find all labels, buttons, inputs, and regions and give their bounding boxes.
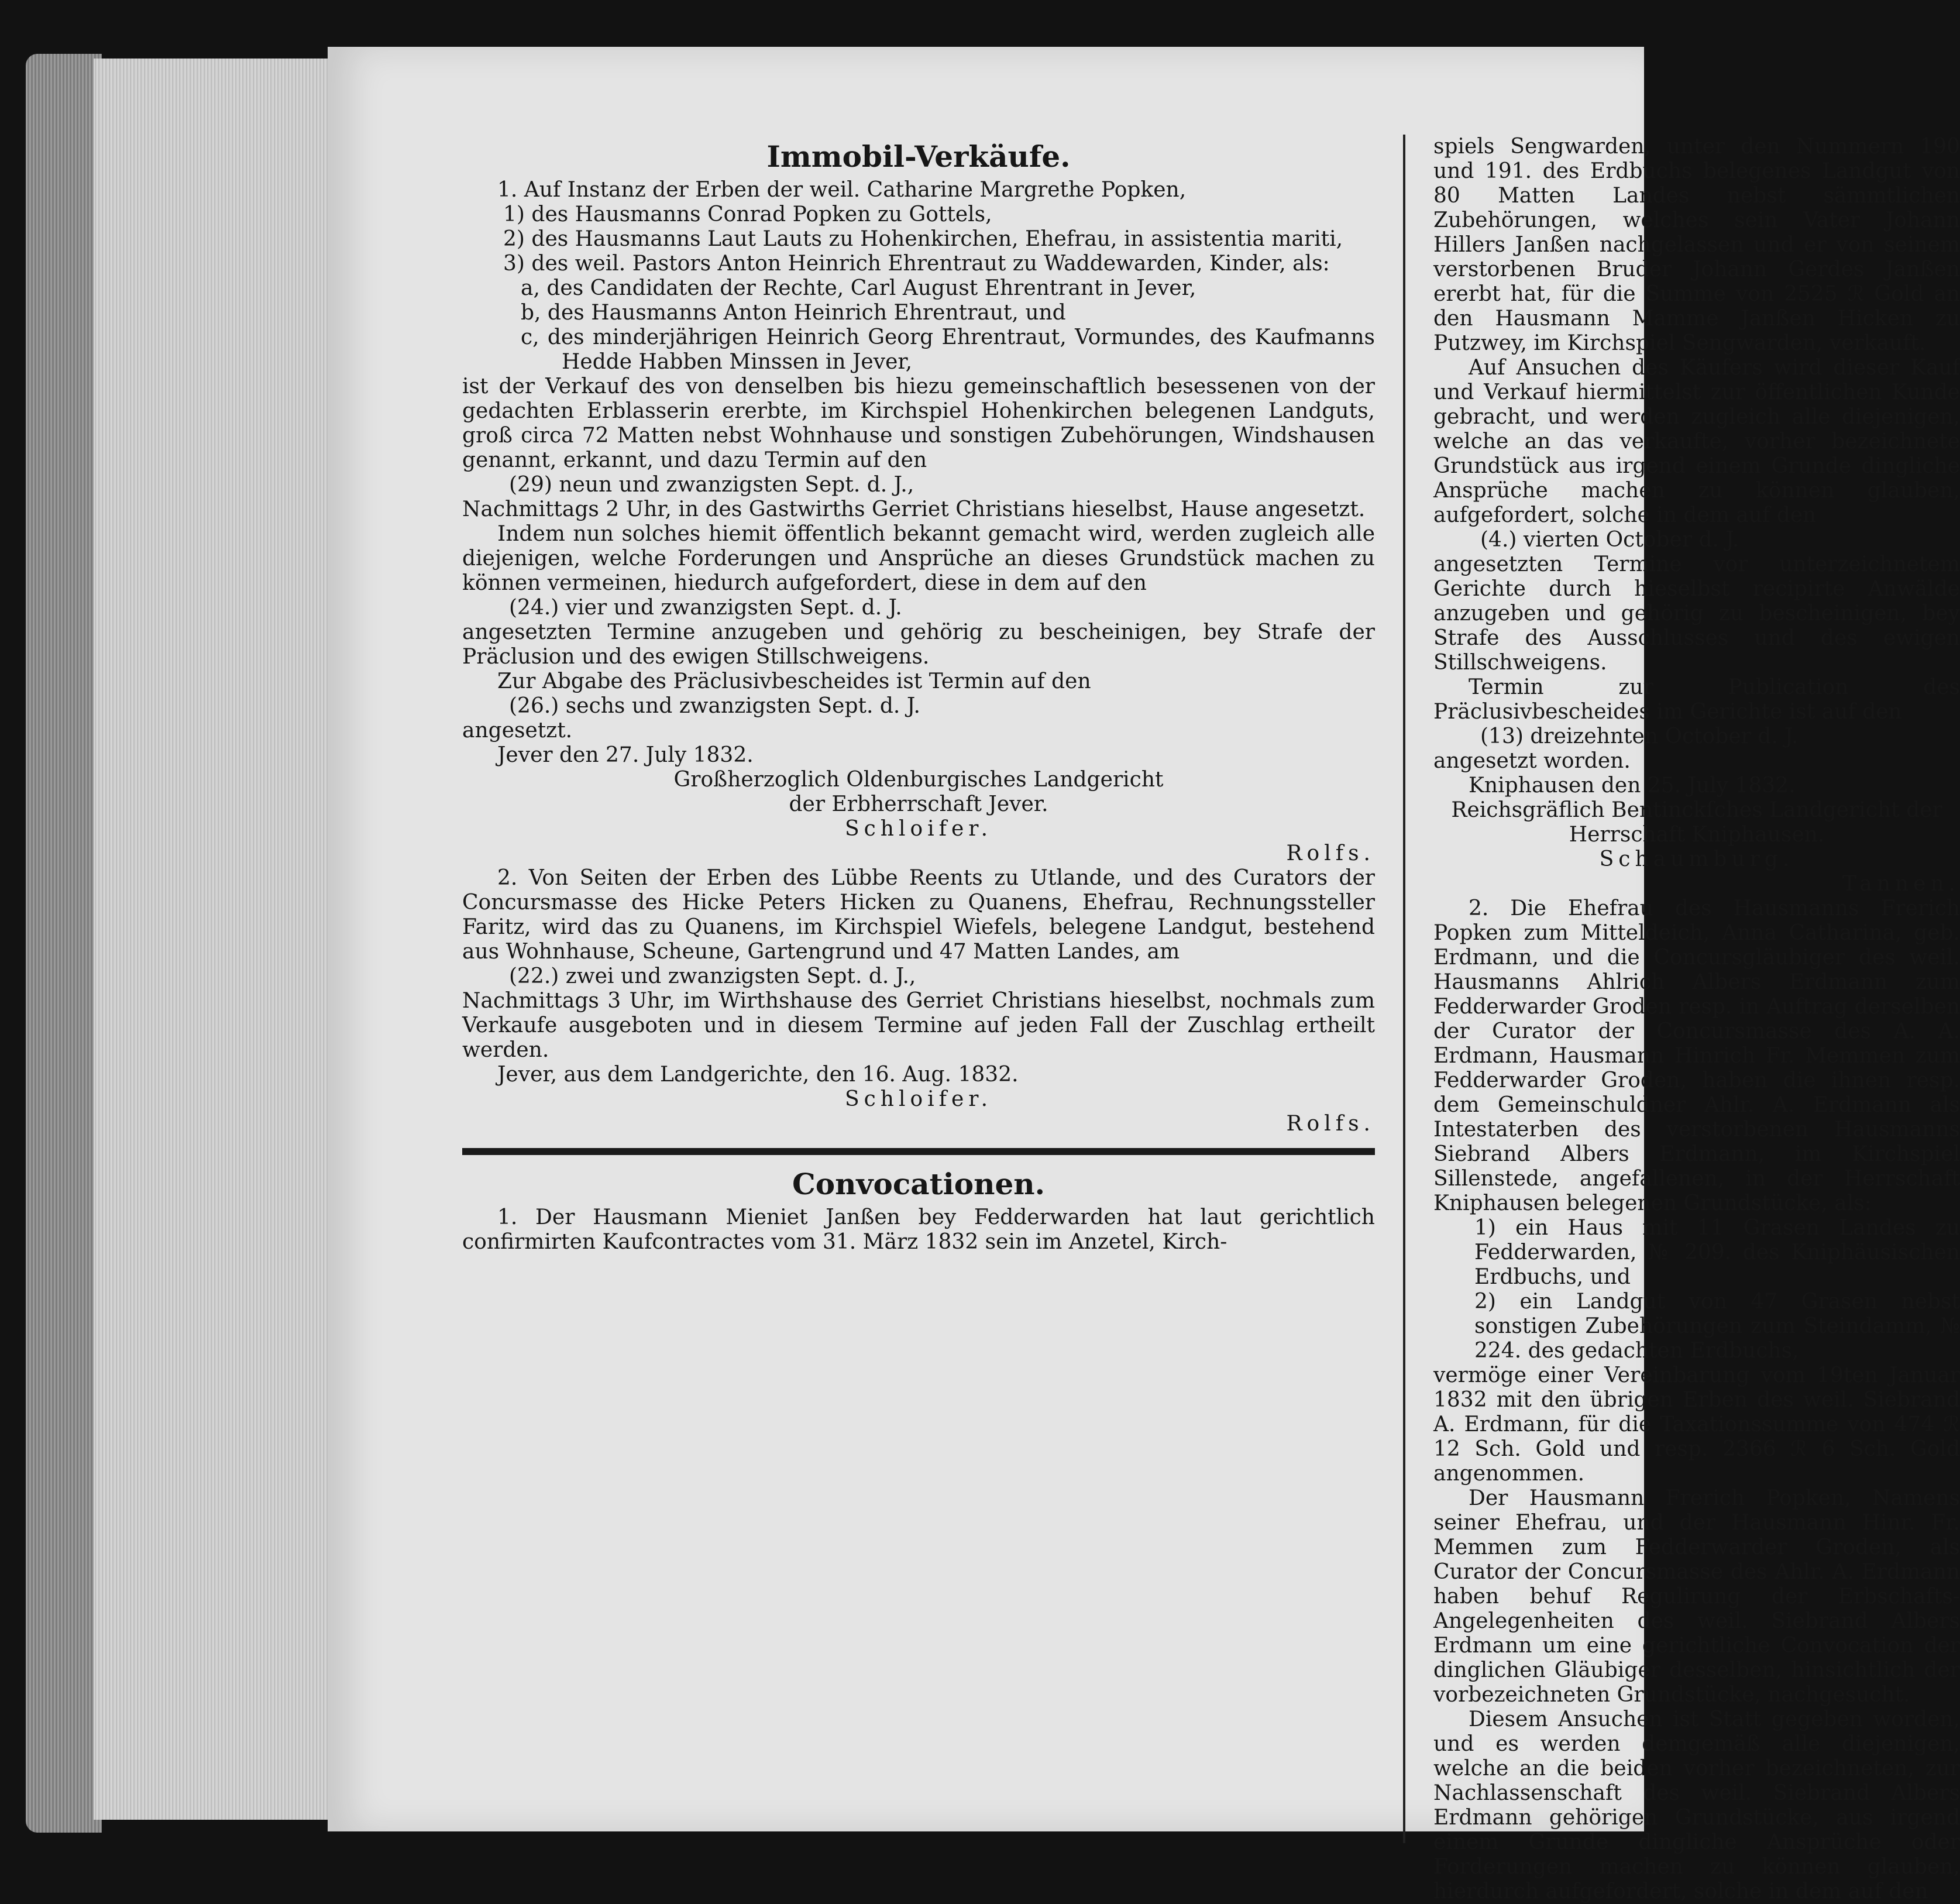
- entry-1-item: 1) des Hausmanns Conrad Popken zu Gottels,: [503, 202, 992, 226]
- entry-2-detail: Nachmittags 3 Uhr, im Wirthshause des Gerriet Christians hieselbst, nochmals zum Verkaufe ausgeboten und in diesem Termine auf jeden Fall der Zuschlag ertheilt werden.: [462, 989, 1375, 1062]
- section-heading-convocationen: Convocationen.: [792, 1167, 1046, 1201]
- signature: Schaumburg.: [1599, 847, 1794, 871]
- convocation-2-body: 2. Die Ehefrau des Hausmanns Frerich Popken zum Mitteldeich, Anna Catharina, geb. Erdmann, und die Concursgläubiger des weil. Hausmanns Ahlrich Albers Erdmann zum Fedderwarder Groden resp. in Auftrag derselben der Curator der Concursmasse des A. A. Erdmann, Hausmann Hinrich Fr. Memmen zum Fedderwarder Groden, haben die ihnen resp. dem Gemeinschuldner Ahlr. A. Erdmann als Intestaterben des verstorbenen Hausmanns Siebrand Albers Erdmann, im Kirchspiel Sillenstede, angefallenen, in der Herrschaft Kniphausen belegenen Grundstücke, als:: [1433, 896, 1960, 1215]
- entry-1-subitem: a, des Candidaten der Rechte, Carl August Ehrentrant in Jever,: [521, 276, 1196, 300]
- court-name: der Erbherrschaft Jever.: [789, 792, 1048, 816]
- convocation-2-body: Diesem Ansuchen ist Statt gegeben worden, und es werden demgemäß alle diejenigen, welche an die beiden vorher bezeichneten, zur Nachlassenschaft des weil. Siebrand Albers Erdmann gehörigen Grundstücke, aus irgend einem Grunde dingliche Ansprüche oder Forderungen machen zu können glauben, hierdurch aufgefordert, solche in dem auf den: [1433, 1707, 1960, 1903]
- entry-1-date-detail: angesetzten Termine anzugeben und gehörig zu bescheinigen, bey Strafe der Präclusion und des ewigen Stillschweigens.: [462, 620, 1375, 669]
- book-edge: [26, 54, 102, 1833]
- entry-1-subitem: b, des Hausmanns Anton Heinrich Ehrentraut, und: [521, 301, 1066, 325]
- entry-2-place-date: Jever, aus dem Landgerichte, den 16. Aug. 1832.: [497, 1063, 1019, 1087]
- court-name: Reichsgräflich Bentinckſches Landgericht der Herrschaft Kniphausen.: [1451, 798, 1942, 847]
- convocation-2-item: 2) ein Landgut von 47 Grasen nebst sonstigen Zubehörungen zum Steindamm, № 224. des gedachten Erdbuchs,: [1474, 1290, 1960, 1363]
- entry-2-date: (22.) zwei und zwanzigsten Sept. d. J.,: [509, 964, 916, 988]
- convocation-1-date: (13) dreizehnten October d. J.: [1480, 724, 1799, 748]
- entry-1-date: (24.) vier und zwanzigsten Sept. d. J.: [509, 596, 902, 620]
- signature: Schloifer.: [844, 817, 993, 841]
- entry-1-place-date: Jever den 27. July 1832.: [497, 743, 754, 767]
- signature: Rolfs.: [1286, 841, 1375, 865]
- convocation-1-notice: Auf Ansuchen des Käufers wird dieser Kauf und Verkauf hiermittelst zur öffentlichen Kunde gebracht, und werden zugleich alle diejenigen, welche an das verkaufte, vorher bezeichnete Grundstück aus irgend einem Grunde dingliche Ansprüche machen zu können glauben, aufgefordert, solche in dem auf den: [1433, 356, 1960, 527]
- entry-1-date: (26.) sechs und zwanzigsten Sept. d. J.: [509, 694, 920, 718]
- convocation-1-termin: Termin zur Publication des Präclusivbescheides im Gerichte ist auf den: [1433, 675, 1960, 724]
- signature: Schloifer.: [844, 1087, 993, 1111]
- entry-1-date-detail: angesetzt.: [462, 719, 573, 743]
- convocation-2-body: vermöge einer Vereinbarung vom 19ten Januar 1832 mit den übrigen Erben des weil. Siebrand A. Erdmann, für die Taxationssumme von 474 ℛ 12 Sch. Gold und resp. 2366 ℛ 6 Sch. Gold angenommen.: [1433, 1363, 1960, 1486]
- left-column: [462, 135, 1375, 1255]
- convocation-1-detail: angesetzt worden.: [1433, 749, 1631, 773]
- convocation-1-detail: angesetzten Termine vor unterzeichnetem Gerichte durch hieselbst recipirte Anwälde anzugeben und gehörig zu bescheinigen, bey Strafe des Ausschlusses und des ewigen Stillschweigens.: [1433, 552, 1960, 675]
- court-name: Großherzoglich Oldenburgisches Landgericht: [673, 768, 1164, 792]
- page-stack-edge: [94, 59, 328, 1820]
- entry-1-date-detail: Nachmittags 2 Uhr, in des Gastwirths Gerriet Christians hieselbst, Hause angesetzt.: [462, 497, 1366, 521]
- entry-2-body: 2. Von Seiten der Erben des Lübbe Reents zu Utlande, und des Curators der Concursmasse des Hicke Peters Hicken zu Quanens, Ehefrau, Rechnungssteller Faritz, wird das zu Quanens, im Kirchspiel Wiefels, belegene Landgut, bestehend aus Wohnhause, Scheune, Gartengrund und 47 Matten Landes, am: [462, 866, 1375, 964]
- signature: Tannen.: [1842, 872, 1960, 896]
- convocation-1-date: (4.) vierten October d. J.: [1480, 528, 1739, 552]
- entry-1-notice: Indem nun solches hiemit öffentlich bekannt gemacht wird, werden zugleich alle diejenigen, welche Forderungen und Ansprüche an dieses Grundstück machen zu können vermeinen, hiedurch aufgefordert, diese in dem auf den: [462, 522, 1375, 595]
- entry-1-date: (29) neun und zwanzigsten Sept. d. J.,: [509, 473, 914, 497]
- entry-1-item: 3) des weil. Pastors Anton Heinrich Ehrentraut zu Waddewarden, Kinder, als:: [503, 252, 1330, 276]
- signature: Rolfs.: [1286, 1112, 1375, 1136]
- right-column: [1433, 135, 1960, 1904]
- convocation-1-cont: spiels Sengwarden, unter den Nummern 190 und 191. des Erdbuchs belegenes Landgut von 80 Matten Landes nebst sämmtlichen Zubehörungen, welches sein Vater Johann Hillers Janßen nachgelassen und er von seinem verstorbenen Bruder Johann Gerdes Janßen ererbt hat, für die Summe von 2525 ℛ Gold an den Hausmann Mamme Janßen Hicken zu Putzwey, im Kirchspiel Sengwarden, verkauft.: [1433, 135, 1960, 355]
- entry-1-intro: 1. Auf Instanz der Erben der weil. Catharine Margrethe Popken,: [497, 178, 1187, 202]
- entry-1-subitem: c, des minderjährigen Heinrich Georg Ehrentraut, Vormundes, des Kaufmanns Hedde Habben Minssen in Jever,: [521, 325, 1375, 374]
- section-divider: [462, 1148, 1375, 1155]
- section-heading-immobil: Immobil-Verkäufe.: [766, 139, 1071, 174]
- convocation-2-item: 1) ein Haus mit 11 Grasen Landes zu Fedderwarden, № 209. des Kniphäusischen Erdbuchs, und: [1474, 1216, 1960, 1289]
- column-rule: [1403, 135, 1405, 1843]
- entry-1-item: 2) des Hausmanns Laut Lauts zu Hohenkirchen, Ehefrau, in assistentia mariti,: [503, 227, 1343, 251]
- entry-1-body: ist der Verkauf des von denselben bis hiezu gemeinschaftlich besessenen von der gedachten Erblasserin ererbte, im Kirchspiel Hohenkirchen belegenen Landguts, groß circa 72 Matten nebst Wohnhause und sonstigen Zubehörungen, Windshausen genannt, erkannt, und dazu Termin auf den: [462, 374, 1375, 472]
- convocation-1-start: 1. Der Hausmann Mieniet Janßen bey Fedderwarden hat laut gerichtlich confirmirten Kaufcontractes vom 31. März 1832 sein im Anzetel, Kirch-: [462, 1205, 1375, 1254]
- convocation-1-place-date: Kniphausen den 25. July 1832.: [1469, 774, 1796, 798]
- entry-1-abgabe: Zur Abgabe des Präclusivbescheides ist Termin auf den: [497, 669, 1091, 693]
- convocation-2-body: Der Hausmann Frerich Popken, Namens seiner Ehefrau, und der Hausmann Hinr. Fr. Memmen zum Fedderwarder Groden, als Curator der Concursmasse des Ahlr. A. Erdmann haben behuf Regulirung der Erbschafts-Angelegenheiten des weil. Siebrand Albers Erdmann um eine gerichtliche Convocation der dinglichen Gläubiger desselben, hinsichtlich der vorbezeichneten Grundstücke, nachgesucht.: [1433, 1486, 1960, 1707]
- document-page: [328, 47, 1960, 1903]
